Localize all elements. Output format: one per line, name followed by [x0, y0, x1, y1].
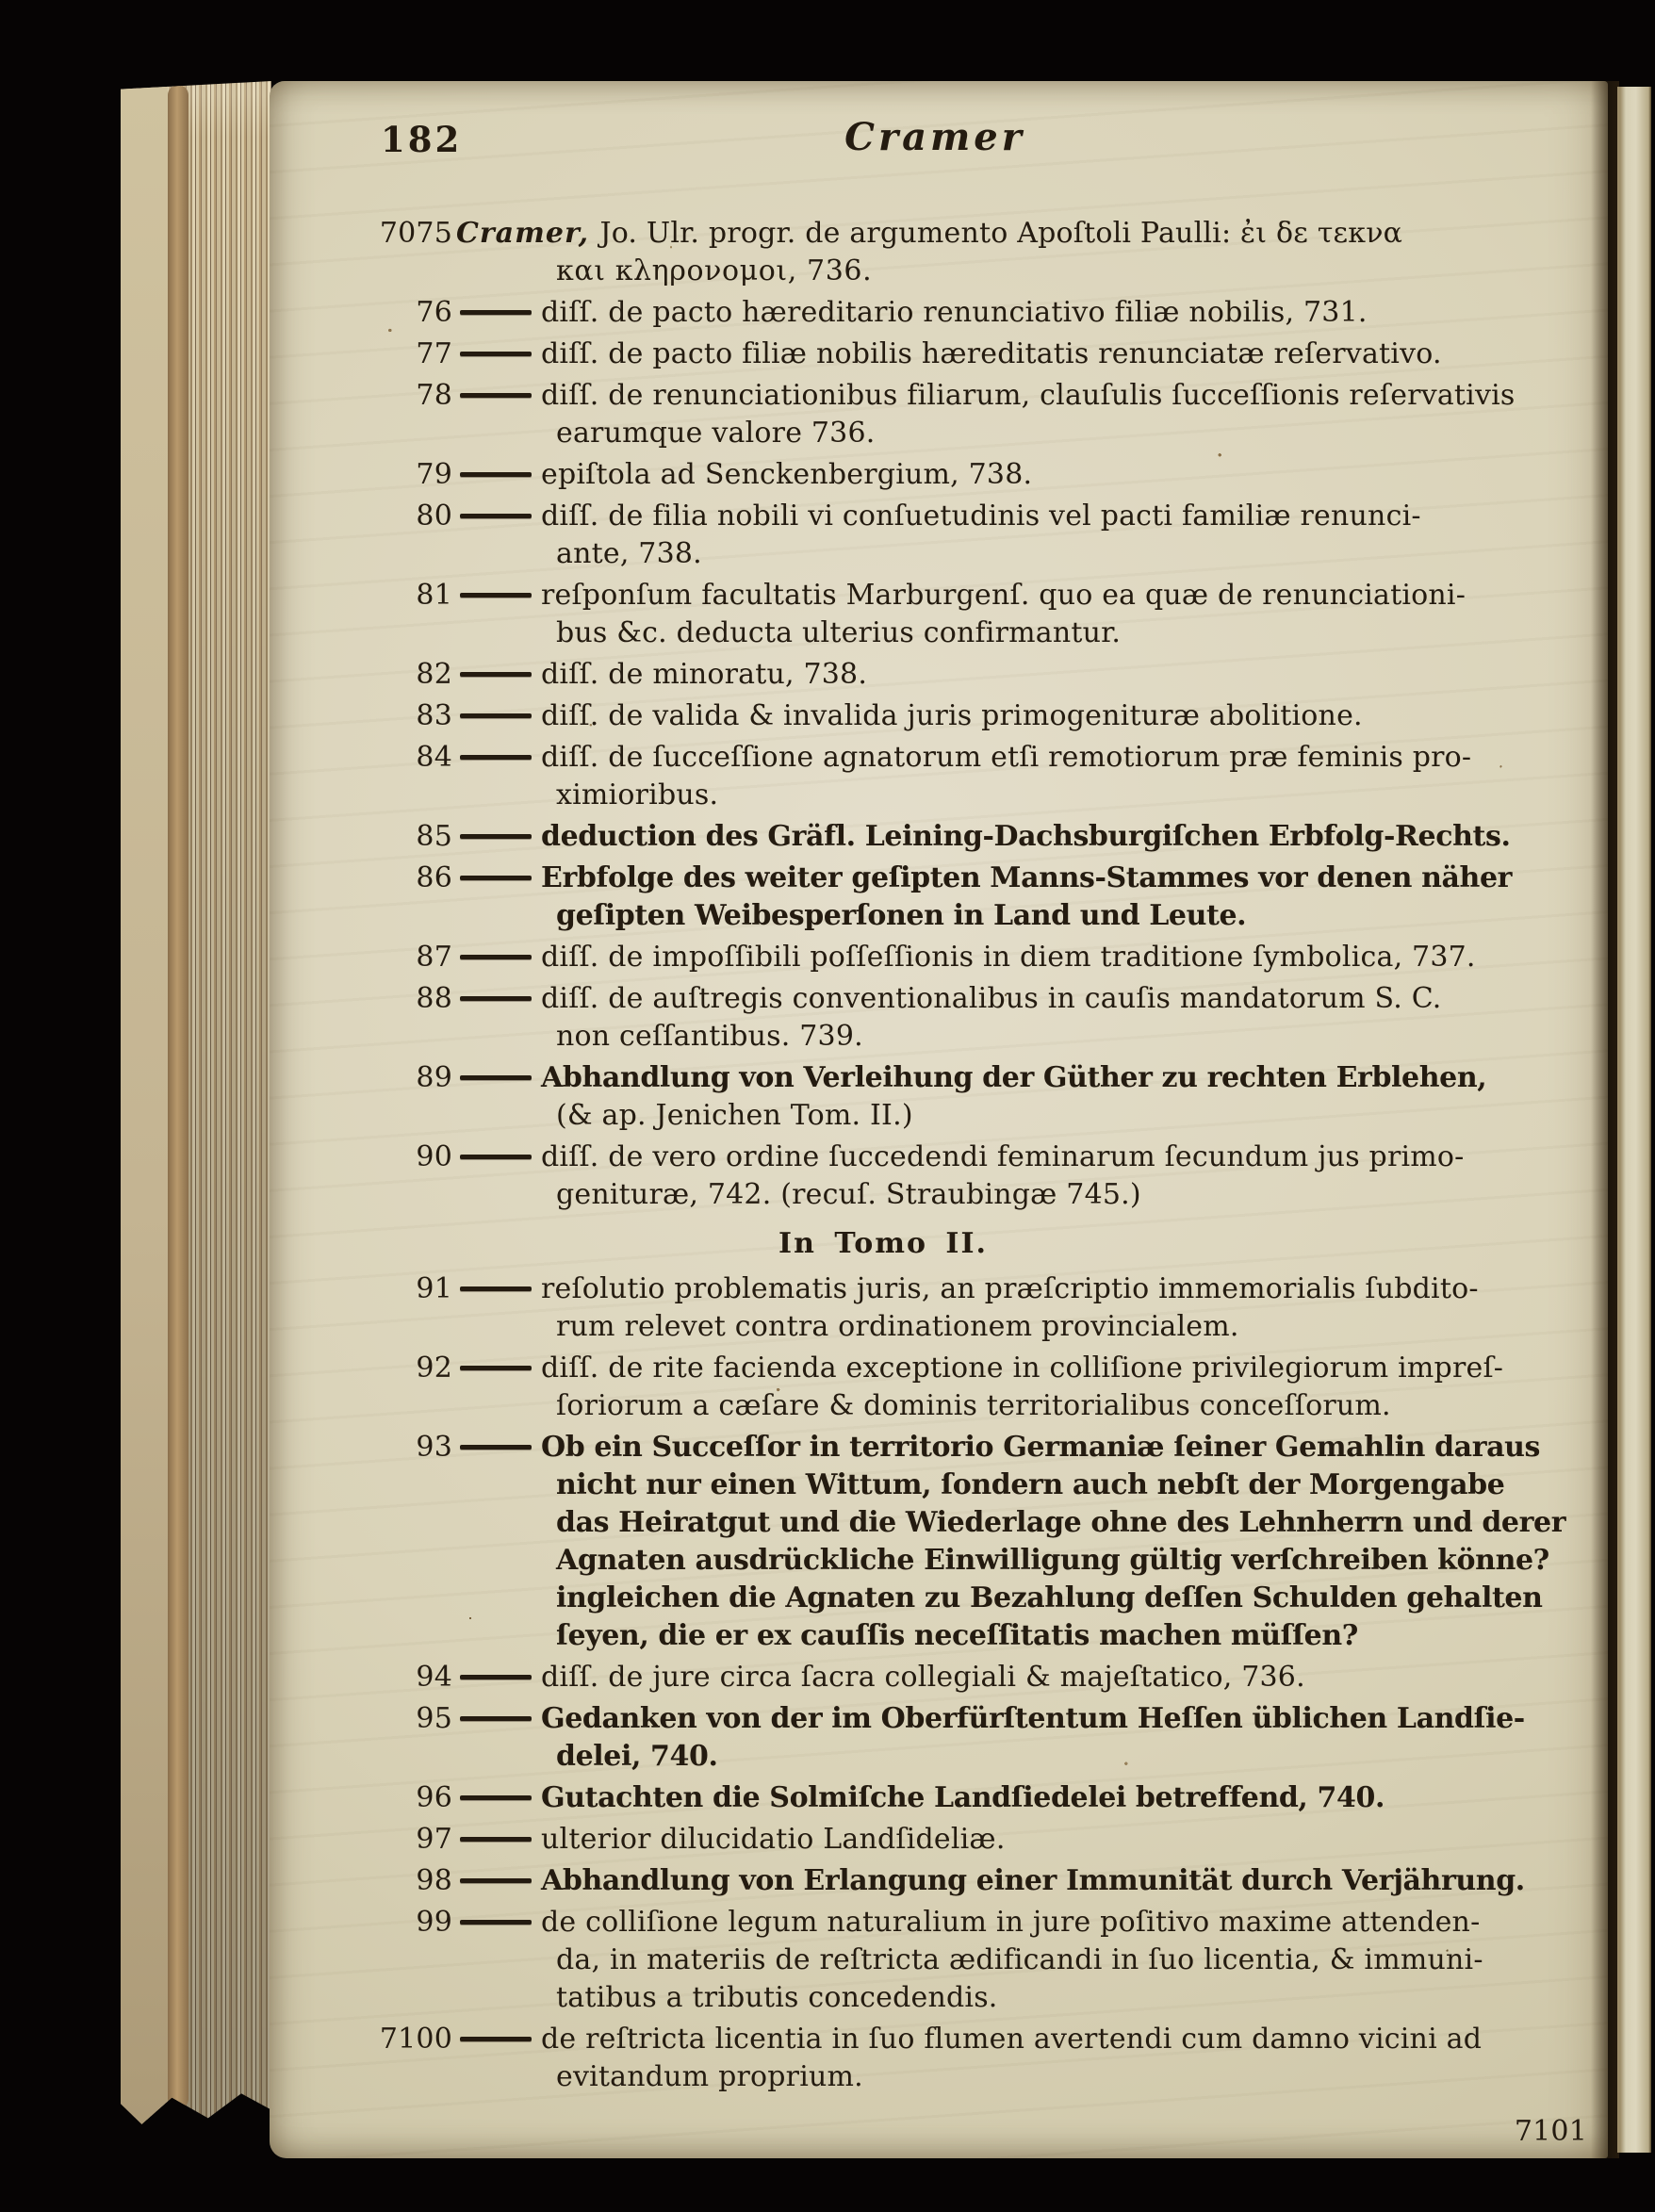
- entry-number: 92: [416, 1352, 452, 1385]
- entry-number: 76: [416, 296, 452, 329]
- entry-lines: [456, 215, 1591, 290]
- entry-dash: [460, 1795, 532, 1800]
- entry-lines: [541, 577, 1591, 652]
- entry-line: Gedanken von der im Oberfürſtentum Heſſen üblichen Landſie-: [541, 1702, 1525, 1735]
- entry-list: [373, 215, 1591, 2096]
- entry-lines: [541, 980, 1591, 1056]
- entry-dash: [460, 393, 532, 398]
- entry-number: 86: [416, 861, 452, 894]
- entry-line: diſſ. de pacto filiæ nobilis hæreditatis renunciatæ reſervativo.: [541, 337, 1442, 370]
- entry-number: 84: [416, 741, 452, 774]
- entry-line: Ob ein Succeſſor in territorio Germaniæ ſeiner Gemahlin daraus: [541, 1431, 1541, 1464]
- entry-line: evitandum proprium.: [556, 2060, 863, 2093]
- entry-line: diſſ. de filia nobili vi conſuetudinis vel pacti familiæ renunci-: [541, 500, 1421, 533]
- entry-dash: [460, 472, 532, 477]
- book-spine-roll: [168, 85, 188, 2109]
- entry-lines: [541, 2021, 1591, 2096]
- entry: [373, 1700, 1591, 1776]
- entry-line: diſſ. de jure circa ſacra collegiali & majeſtatico, 736.: [541, 1661, 1305, 1694]
- entry-dash: [460, 1675, 532, 1679]
- page-gutter-shadow: [1591, 81, 1619, 2158]
- entry: [373, 336, 1591, 373]
- entry-line: diſſ. de rite facienda exceptione in colliſione privilegiorum impreſ-: [541, 1352, 1504, 1385]
- entry: [373, 577, 1591, 652]
- entry-line: (& ap. Jenichen Tom. II.): [556, 1099, 913, 1132]
- entry-line: Agnaten ausdrückliche Einwilligung gültig verſchreiben könne?: [556, 1544, 1549, 1577]
- entry-line: non ceſſantibus. 739.: [556, 1020, 863, 1053]
- entry-lines: [541, 456, 1591, 494]
- entry-line: diſſ. de pacto hæreditario renunciativo filiæ nobilis, 731.: [541, 296, 1368, 329]
- entry-lines: [541, 818, 1591, 856]
- entry-lines: [541, 697, 1591, 735]
- entry: [373, 1350, 1591, 1425]
- entry-lines: [541, 1779, 1591, 1817]
- entry: [373, 1862, 1591, 1900]
- entry-number: 98: [416, 1864, 452, 1897]
- entry-lines: [541, 294, 1591, 332]
- book-page: [270, 81, 1608, 2158]
- entry-line: deduction des Gräfl. Leining-Dachsburgiſchen Erbfolg-Rechts.: [541, 820, 1511, 853]
- entry-number: 95: [416, 1702, 452, 1735]
- running-title: Cramer: [844, 115, 1025, 159]
- entry-number: 82: [416, 658, 452, 691]
- entry-dash: [460, 514, 532, 518]
- entry: [373, 860, 1591, 935]
- entry-line: genituræ, 742. (recuſ. Straubingæ 745.): [556, 1178, 1141, 1211]
- entry-number: 89: [416, 1061, 452, 1094]
- entry-lines: [541, 1059, 1591, 1135]
- entry: [373, 818, 1591, 856]
- entry-line: diſſ. de valida & invalida juris primogenituræ abolitione.: [541, 699, 1363, 732]
- entry-dash: [460, 1286, 532, 1291]
- entry-line: Abhandlung von Verleihung der Güther zu rechten Erblehen,: [541, 1061, 1487, 1094]
- entry-dash: [460, 1716, 532, 1721]
- entry-line: ulterior dilucidatio Landſideliæ.: [541, 1823, 1006, 1856]
- entry-line: tatibus a tributis concedendis.: [556, 1981, 998, 2014]
- section-heading: In Tomo II.: [778, 1227, 988, 1260]
- entry-line: diſſ. de auſtregis conventionalibus in cauſis mandatorum S. C.: [541, 982, 1442, 1015]
- entry-dash: [460, 755, 532, 760]
- entry: [373, 498, 1591, 573]
- entry: [373, 294, 1591, 332]
- entry-lines: [541, 377, 1591, 452]
- entry-lines: [541, 1862, 1591, 1900]
- entry-dash: [460, 352, 532, 356]
- entry-line: reſolutio problematis juris, an præſcriptio immemorialis ſubdito-: [541, 1272, 1479, 1305]
- entry-number: 97: [416, 1823, 452, 1856]
- entry-dash: [460, 955, 532, 959]
- entry: [373, 1429, 1591, 1655]
- entry-number: 87: [416, 941, 452, 974]
- entry-dash: [460, 876, 532, 880]
- book-fore-edge: [121, 81, 271, 2126]
- entry-line: diſſ. de renunciationibus filiarum, clauſulis ſucceſſionis reſervativis: [541, 379, 1516, 412]
- entry-line: ximioribus.: [556, 778, 719, 811]
- entry-dash: [460, 1155, 532, 1159]
- entry-line: Erbfolge des weiter geſipten Manns-Stammes vor denen näher: [541, 861, 1513, 894]
- entry-dash: [460, 1920, 532, 1925]
- entry-number: 77: [416, 337, 452, 370]
- entry-line: και κληρονομοι, 736.: [556, 254, 873, 287]
- entry-line: bus &c. deducta ulterius confirmantur.: [556, 616, 1122, 649]
- entry-dash: [460, 1837, 532, 1842]
- entry-line: Abhandlung von Erlangung einer Immunität durch Verjährung.: [541, 1864, 1525, 1897]
- entry-dash: [460, 1445, 532, 1450]
- entry-lines: [541, 739, 1591, 814]
- entry-lines: [541, 1659, 1591, 1696]
- entry-line: delei, 740.: [556, 1740, 718, 1773]
- entry-number: 83: [416, 699, 452, 732]
- entry-dash: [460, 713, 532, 718]
- entry-number: 99: [416, 1906, 452, 1939]
- entry-line: de colliſione legum naturalium in jure poſitivo maxime attenden-: [541, 1906, 1481, 1939]
- entry-line: diſſ. de impoſſibili poſſeſſionis in diem traditione ſymbolica, 737.: [541, 941, 1476, 974]
- entry-line: ſeyen, die er ex cauſſis neceſſitatis machen müſſen?: [556, 1619, 1358, 1652]
- entry: [373, 1270, 1591, 1346]
- entry-lines: [541, 939, 1591, 976]
- entry-lines: [541, 1139, 1591, 1214]
- entry-lines: [541, 1350, 1591, 1425]
- entry-number: 96: [416, 1781, 452, 1814]
- entry-lines: [541, 656, 1591, 694]
- entry-line: das Heiratgut und die Wiederlage ohne des Lehnherrn und derer: [556, 1506, 1566, 1539]
- entry-line: epiſtola ad Senckenbergium, 738.: [541, 458, 1033, 491]
- entry: [373, 2021, 1591, 2096]
- entry-dash: [460, 1878, 532, 1883]
- entry-author: Cramer,: [456, 217, 600, 250]
- entry-dash: [460, 1366, 532, 1370]
- entry-line: earumque valore 736.: [556, 417, 876, 450]
- entry: [373, 1821, 1591, 1859]
- entry-lines: [541, 1270, 1591, 1346]
- entry-dash: [460, 2037, 532, 2041]
- entry-dash: [460, 593, 532, 598]
- entry-line: ingleichen die Agnaten zu Bezahlung deſſen Schulden gehalten: [556, 1581, 1543, 1614]
- entry-number: 93: [416, 1431, 452, 1464]
- entry-line: Cramer, Jo. Ulr. progr. de argumento Apoſtoli Paulli: ἐι δε τεκνα: [456, 217, 1403, 250]
- entry-line: ante, 738.: [556, 537, 702, 570]
- entry-lines: [541, 1821, 1591, 1859]
- entry: [373, 739, 1591, 814]
- page-header: [373, 115, 1591, 168]
- adjacent-page-edge: [1617, 87, 1651, 2153]
- page-content: [373, 115, 1591, 2151]
- entry-lines: [541, 1700, 1591, 1776]
- entry-lines: [541, 1904, 1591, 2017]
- entry-number: 7100: [379, 2023, 452, 2056]
- entry-line: diſſ. de vero ordine ſuccedendi feminarum ſecundum jus primo-: [541, 1140, 1465, 1173]
- entry-lines: [541, 860, 1591, 935]
- entry: [373, 697, 1591, 735]
- entry-number: 85: [416, 820, 452, 853]
- entry: [373, 215, 1591, 290]
- entry: [373, 656, 1591, 694]
- entry-dash: [460, 834, 532, 839]
- entry-dash: [460, 1075, 532, 1080]
- page-number: 182: [381, 119, 463, 160]
- entry-number: 94: [416, 1661, 452, 1694]
- entry-number: 81: [416, 579, 452, 612]
- entry: [373, 939, 1591, 976]
- entry-line: nicht nur einen Wittum, ſondern auch nebſt der Morgengabe: [556, 1468, 1505, 1501]
- entry-line: reſponſum facultatis Marburgenſ. quo ea quæ de renunciationi-: [541, 579, 1467, 612]
- entry: [373, 1779, 1591, 1817]
- entry-number: 90: [416, 1140, 452, 1173]
- entry: [373, 456, 1591, 494]
- entry-line: ſoriorum a cæſare & dominis territorialibus conceſſorum.: [556, 1389, 1391, 1422]
- entry-line: rum relevet contra ordinationem provincialem.: [556, 1310, 1239, 1343]
- entry-line: Gutachten die Solmiſche Landſiedelei betreffend, 740.: [541, 1781, 1385, 1814]
- entry-line: geſipten Weibesperſonen in Land und Leute.: [556, 899, 1247, 932]
- entry-line: diſſ. de minoratu, 738.: [541, 658, 868, 691]
- entry-line: de reſtricta licentia in ſuo flumen avertendi cum damno vicini ad: [541, 2023, 1483, 2056]
- entry-dash: [460, 672, 532, 677]
- book-cover-edge: [121, 81, 168, 2126]
- entry-lines: [541, 498, 1591, 573]
- entry: [373, 377, 1591, 452]
- entry-lines: [541, 1429, 1591, 1655]
- entry-number: 80: [416, 500, 452, 533]
- entry-dash: [460, 310, 532, 315]
- entry: [373, 1659, 1591, 1696]
- catchword: 7101: [1514, 2115, 1587, 2148]
- entry-number: 7075: [379, 217, 452, 250]
- entry-lines: [541, 336, 1591, 373]
- entry-number: 79: [416, 458, 452, 491]
- entry-line: da, in materiis de reſtricta ædificandi in ſuo licentia, & immuni-: [556, 1943, 1483, 1976]
- entry-number: 78: [416, 379, 452, 412]
- entry: [373, 1059, 1591, 1135]
- entry-line: diſſ. de ſucceſſione agnatorum etſi remotiorum præ feminis pro-: [541, 741, 1472, 774]
- entry-dash: [460, 996, 532, 1001]
- entry-number: 88: [416, 982, 452, 1015]
- entry: [373, 1904, 1591, 2017]
- entry-number: 91: [416, 1272, 452, 1305]
- entry: [373, 1139, 1591, 1214]
- entry: [373, 980, 1591, 1056]
